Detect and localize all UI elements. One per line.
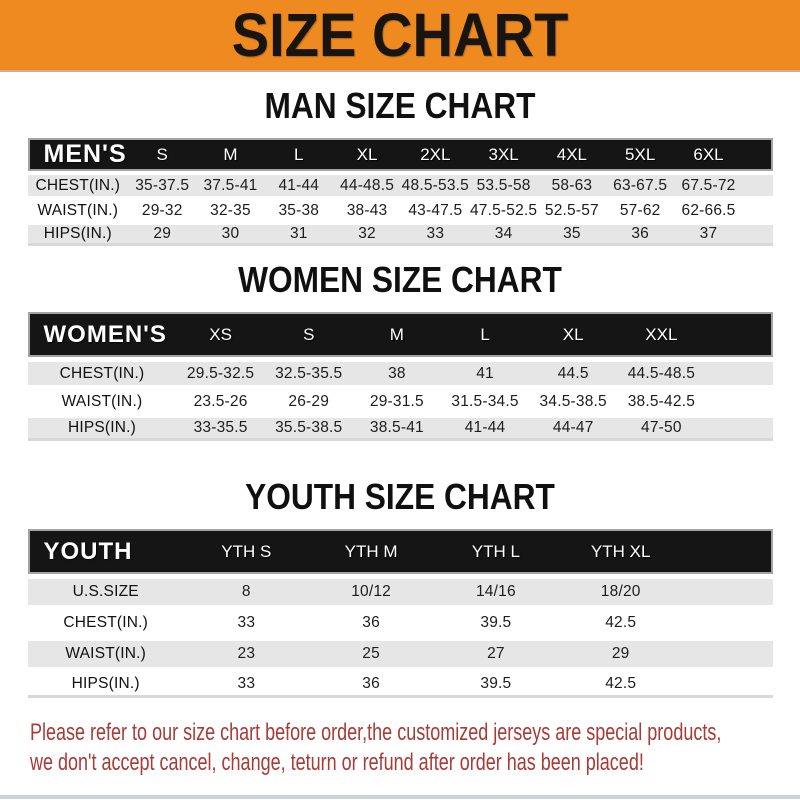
cell-value: 62-66.5 (674, 196, 742, 221)
cell-value: 58-63 (538, 171, 606, 196)
cell-value: 31 (265, 221, 333, 246)
women-size-table (28, 312, 773, 441)
men-section (0, 85, 800, 246)
cell-value: 38 (353, 357, 441, 385)
men-column-header: 3XL (469, 138, 537, 171)
row-label: CHEST(IN.) (28, 605, 184, 636)
cell-value: 47-50 (617, 413, 705, 441)
cell-value: 52.5-57 (538, 196, 606, 221)
cell-value: 29 (558, 636, 683, 667)
youth-column-header: YTH M (309, 529, 434, 574)
cell-value: 33 (184, 667, 309, 698)
youth-table-header-row (28, 529, 773, 574)
cell-value: 18/20 (558, 574, 683, 605)
row-label: U.S.SIZE (28, 574, 184, 605)
men-column-header: XL (333, 138, 401, 171)
spacer-cell (683, 667, 772, 698)
men-column-header: S (128, 138, 196, 171)
cell-value: 32.5-35.5 (265, 357, 353, 385)
youth-column-header: YTH S (184, 529, 309, 574)
cell-value: 35.5-38.5 (265, 413, 353, 441)
table-row (28, 605, 773, 636)
spacer-cell (705, 312, 772, 357)
cell-value: 43-47.5 (401, 196, 469, 221)
cell-value: 32-35 (196, 196, 264, 221)
cell-value: 53.5-58 (469, 171, 537, 196)
cell-value: 39.5 (434, 605, 559, 636)
men-table-corner-label: MEN'S (28, 138, 129, 171)
cell-value: 37.5-41 (196, 171, 264, 196)
spacer-cell (683, 636, 772, 667)
table-row (28, 221, 773, 246)
cell-value: 23.5-26 (177, 385, 265, 413)
cell-value: 63-67.5 (606, 171, 674, 196)
men-table-header-row (28, 138, 773, 171)
cell-value: 26-29 (265, 385, 353, 413)
row-label: CHEST(IN.) (28, 171, 129, 196)
table-row (28, 171, 773, 196)
men-section-heading-text: MAN SIZE CHART (264, 85, 536, 126)
cell-value: 36 (606, 221, 674, 246)
cell-value: 41 (441, 357, 529, 385)
youth-column-header: YTH L (434, 529, 559, 574)
cell-value: 37 (674, 221, 742, 246)
women-section-heading-text: WOMEN SIZE CHART (238, 259, 562, 300)
cell-value: 36 (309, 667, 434, 698)
cell-value: 29-31.5 (353, 385, 441, 413)
cell-value: 34 (469, 221, 537, 246)
row-label: HIPS(IN.) (28, 413, 177, 441)
cell-value: 33-35.5 (177, 413, 265, 441)
men-column-header: M (196, 138, 264, 171)
cell-value: 44-48.5 (333, 171, 401, 196)
cell-value: 8 (184, 574, 309, 605)
spacer-cell (683, 529, 772, 574)
cell-value: 42.5 (558, 605, 683, 636)
cell-value: 35-38 (265, 196, 333, 221)
men-section-heading (0, 85, 800, 126)
spacer-cell (683, 605, 772, 636)
spacer-cell (743, 171, 773, 196)
spacer-cell (705, 385, 772, 413)
spacer-cell (705, 357, 772, 385)
women-column-header: XS (177, 312, 265, 357)
spacer-cell (743, 221, 773, 246)
cell-value: 44.5-48.5 (617, 357, 705, 385)
cell-value: 25 (309, 636, 434, 667)
cell-value: 38-43 (333, 196, 401, 221)
disclaimer-line-2: we don't accept cancel, change, teturn or refund after order has been placed! (30, 749, 644, 776)
cell-value: 35-37.5 (128, 171, 196, 196)
women-column-header: S (265, 312, 353, 357)
cell-value: 33 (184, 605, 309, 636)
disclaimer (30, 718, 800, 778)
cell-value: 30 (196, 221, 264, 246)
table-row (28, 574, 773, 605)
row-label: WAIST(IN.) (28, 636, 184, 667)
table-row (28, 667, 773, 698)
cell-value: 29.5-32.5 (177, 357, 265, 385)
cell-value: 38.5-41 (353, 413, 441, 441)
cell-value: 44-47 (529, 413, 617, 441)
men-column-header: 4XL (538, 138, 606, 171)
youth-column-header: YTH XL (558, 529, 683, 574)
women-column-header: M (353, 312, 441, 357)
men-column-header: 2XL (401, 138, 469, 171)
cell-value: 34.5-38.5 (529, 385, 617, 413)
spacer-cell (683, 574, 772, 605)
cell-value: 14/16 (434, 574, 559, 605)
women-table-corner-label: WOMEN'S (28, 312, 177, 357)
table-row (28, 357, 773, 385)
women-column-header: XL (529, 312, 617, 357)
women-table-header-row (28, 312, 773, 357)
cell-value: 67.5-72 (674, 171, 742, 196)
men-column-header: 5XL (606, 138, 674, 171)
youth-section-heading (0, 476, 800, 517)
banner (0, 0, 800, 72)
row-label: HIPS(IN.) (28, 221, 129, 246)
cell-value: 10/12 (309, 574, 434, 605)
cell-value: 23 (184, 636, 309, 667)
cell-value: 31.5-34.5 (441, 385, 529, 413)
disclaimer-line-1: Please refer to our size chart before order,the customized jerseys are special products, (30, 719, 722, 746)
cell-value: 29-32 (128, 196, 196, 221)
spacer-cell (743, 196, 773, 221)
cell-value: 36 (309, 605, 434, 636)
youth-size-table (28, 529, 773, 698)
women-column-header: XXL (617, 312, 705, 357)
cell-value: 27 (434, 636, 559, 667)
cell-value: 33 (401, 221, 469, 246)
men-column-header: L (265, 138, 333, 171)
table-row (28, 413, 773, 441)
spacer-cell (705, 413, 772, 441)
women-section-heading (0, 259, 800, 300)
cell-value: 41-44 (265, 171, 333, 196)
row-label: CHEST(IN.) (28, 357, 177, 385)
cell-value: 39.5 (434, 667, 559, 698)
cell-value: 41-44 (441, 413, 529, 441)
youth-table-corner-label: YOUTH (28, 529, 184, 574)
bottom-strip (0, 795, 800, 799)
row-label: WAIST(IN.) (28, 385, 177, 413)
cell-value: 57-62 (606, 196, 674, 221)
cell-value: 42.5 (558, 667, 683, 698)
youth-section (0, 476, 800, 698)
cell-value: 48.5-53.5 (401, 171, 469, 196)
women-section (0, 259, 800, 441)
table-row (28, 636, 773, 667)
cell-value: 32 (333, 221, 401, 246)
cell-value: 44.5 (529, 357, 617, 385)
banner-title: SIZE CHART (231, 0, 569, 69)
row-label: HIPS(IN.) (28, 667, 184, 698)
cell-value: 29 (128, 221, 196, 246)
women-column-header: L (441, 312, 529, 357)
table-row (28, 385, 773, 413)
table-row (28, 196, 773, 221)
cell-value: 47.5-52.5 (469, 196, 537, 221)
men-column-header: 6XL (674, 138, 742, 171)
spacer-cell (743, 138, 773, 171)
cell-value: 38.5-42.5 (617, 385, 705, 413)
row-label: WAIST(IN.) (28, 196, 129, 221)
youth-section-heading-text: YOUTH SIZE CHART (245, 476, 555, 517)
cell-value: 35 (538, 221, 606, 246)
men-size-table (28, 138, 773, 246)
